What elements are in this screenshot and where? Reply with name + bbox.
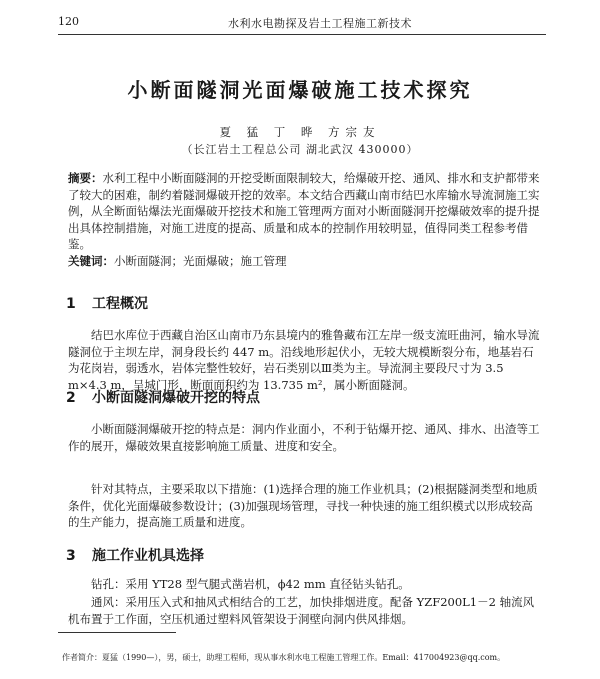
section-2-heading [66,387,260,407]
paper-title: 小断面隧洞光面爆破施工技术探究 [127,78,473,102]
keywords-text: 小断面隧洞；光面爆破；施工管理 [114,253,287,268]
section-title: 工程概况 [92,296,148,312]
keywords-label: 关键词： [68,253,114,268]
section-1-paragraph-1: 结巴水库位于西藏自治区山南市乃东县境内的雅鲁藏布江左岸一级支流旺曲河，输水导流隧洞位于主坝左岸，洞身段长约 447 m。沿线地形起伏小，无较大规模断裂分布，地基岩石为花岗岩，弱透水，岩体完整性较好，岩石类别以Ⅲ类为主。导流洞主要段尺寸为 3.5 m×4.3 m，呈城门形，断面面积约为 13.735 m²，属小断面隧洞。 [68,328,540,392]
section-number: 3 [66,548,76,564]
section-1-heading [66,293,148,313]
abstract-paragraph [68,170,540,253]
running-header [58,12,546,35]
abstract-label: 摘要： [68,171,103,185]
section-title: 小断面隧洞爆破开挖的特点 [92,390,260,406]
section-2-paragraph-1: 小断面隧洞爆破开挖的特点是：洞内作业面小，不利于钻爆开挖、通风、排水、出渣等工作的展开，爆破效果直接影响施工质量、进度和安全。 [68,422,540,453]
section-number: 1 [66,296,76,312]
keywords-line [68,253,540,270]
section-title: 施工作业机具选择 [92,548,204,564]
section-3-paragraph-2: 通风：采用压入式和抽风式相结合的工艺，加快排烟进度。配备 YZF200L1－2 轴流风机布置于工作面，空压机通过塑料风管架设于洞壁向洞内供风排烟。 [68,595,535,626]
section-2-paragraph-2: 针对其特点，主要采取以下措施：(1)选择合理的施工作业机具；(2)根据隧洞类型和地质条件，优化光面爆破参数设计；(3)加强现场管理，寻找一种快速的施工组织模式以形成较高的生产能力，提高施工质量和进度。 [68,482,538,529]
section-number: 2 [66,390,76,406]
abstract-block [68,170,540,269]
author-footnote: 作者简介：夏猛（1990—），男，硕士，助理工程师，现从事水利水电工程施工管理工作。Email：417004923@qq.com。 [62,653,506,662]
section-3-heading [66,545,204,565]
authors: 夏 猛 丁 晔 方宗友 [219,125,381,139]
section-3-paragraph-1: 钻孔：采用 YT28 型气腿式凿岩机，ϕ42 mm 直径钻头钻孔。 [91,577,410,591]
abstract-text: 水利工程中小断面隧洞的开挖受断面限制较大，给爆破开挖、通风、排水和支护都带来了较大的困难，制约着隧洞爆破开挖的效率。本文结合西藏山南市结巴水库输水导流洞施工实例，从全断面钻爆法光面爆破开挖技术和施工管理两方面对小断面隧洞开挖爆破效率的提升提出具体控制措施，对施工进度的提高、质量和成本的控制作用较明显，值得同类工程参考借鉴。 [68,171,540,251]
journal-name: 水利水电勘探及岩土工程施工新技术 [228,17,412,30]
page-number: 120 [58,15,79,28]
affiliation: （长江岩土工程总公司 湖北武汉 430000） [181,143,419,156]
footnote-divider [58,632,176,633]
